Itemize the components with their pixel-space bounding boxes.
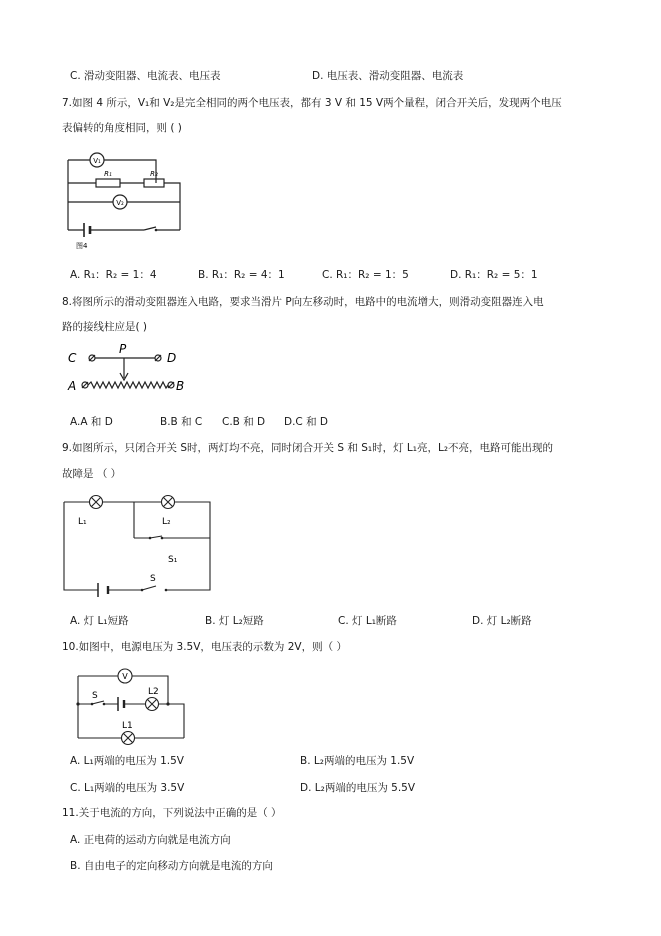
q7-stem-line2: 表偏转的角度相同，则 ( )	[62, 122, 182, 134]
q6-option-c: C. 滑动变阻器、电流表、电压表	[70, 70, 221, 82]
q7-fig-v1-label: V₁	[93, 157, 101, 165]
q9-stem-line2: 故障是 （ ）	[62, 468, 122, 480]
q8-rheostat-figure	[62, 344, 212, 400]
q10-option-d: D. L₂两端的电压为 5.5V	[300, 782, 416, 794]
q7-option-d: D. R₁：R₂ = 5：1	[450, 269, 538, 281]
q9-fig-l2-label: L₂	[162, 517, 171, 527]
q10-option-c: C. L₁两端的电压为 3.5V	[70, 782, 185, 794]
q9-fig-s-label: S	[150, 574, 156, 584]
q7-fig-v2-label: V₂	[116, 199, 124, 207]
q9-option-a: A. 灯 L₁短路	[70, 615, 129, 627]
q8-stem-line2: 路的接线柱应是( )	[62, 321, 148, 333]
q9-circuit-figure	[62, 490, 217, 600]
q7-option-c: C. R₁：R₂ = 1：5	[322, 269, 409, 281]
q8-fig-b-label: B	[176, 379, 185, 393]
q8-fig-p-label: P	[119, 342, 127, 356]
q9-option-d: D. 灯 L₂断路	[472, 615, 532, 627]
q8-option-c: C.B 和 D	[222, 416, 266, 428]
q7-fig-r2-label: R₂	[150, 170, 158, 178]
q7-fig-caption: 图4	[76, 242, 88, 250]
q8-fig-c-label: C	[68, 351, 77, 365]
q7-circuit-figure	[60, 150, 190, 255]
q8-option-a: A.A 和 D	[70, 416, 113, 428]
q8-fig-a-label: A	[68, 379, 77, 393]
q8-stem-line1: 8.将图所示的滑动变阻器连入电路，要求当滑片 P向左移动时，电路中的电流增大，则滑动变阻器连入电	[62, 296, 544, 308]
q8-fig-d-label: D	[167, 351, 177, 365]
q11-option-a: A. 正电荷的运动方向就是电流方向	[70, 834, 231, 846]
q9-option-b: B. 灯 L₂短路	[205, 615, 264, 627]
q9-fig-l1-label: L₁	[78, 517, 87, 527]
q10-option-b: B. L₂两端的电压为 1.5V	[300, 755, 415, 767]
q7-stem-line1: 7.如图 4 所示，V₁和 V₂是完全相同的两个电压表，都有 3 V 和 15 V两个量程，闭合开关后，发现两个电压	[62, 97, 562, 109]
q11-stem: 11.关于电流的方向，下列说法中正确的是（ ）	[62, 807, 282, 819]
q10-fig-l2-label: L2	[148, 687, 159, 697]
q9-stem-line1: 9.如图所示，只闭合开关 S时，两灯均不亮，同时闭合开关 S 和 S₁时，灯 L₁亮，L₂不亮，电路可能出现的	[62, 442, 554, 454]
q8-option-b: B.B 和 C	[160, 416, 203, 428]
q7-option-a: A. R₁：R₂ = 1：4	[70, 269, 157, 281]
q10-fig-l1-label: L1	[122, 721, 133, 731]
q9-option-c: C. 灯 L₁断路	[338, 615, 397, 627]
q9-fig-s1-label: S₁	[168, 555, 178, 565]
q10-fig-s-label: S	[92, 691, 98, 701]
q7-fig-r1-label: R₁	[104, 170, 112, 178]
q7-option-b: B. R₁：R₂ = 4：1	[198, 269, 285, 281]
q10-circuit-figure	[72, 664, 192, 746]
q11-option-b: B. 自由电子的定向移动方向就是电流的方向	[70, 860, 273, 872]
q10-fig-v-label: V	[122, 672, 128, 681]
q6-option-d: D. 电压表、滑动变阻器、电流表	[312, 70, 464, 82]
q8-option-d: D.C 和 D	[284, 416, 329, 428]
q10-stem: 10.如图中，电源电压为 3.5V，电压表的示数为 2V，则（ ）	[62, 641, 347, 653]
q10-option-a: A. L₁两端的电压为 1.5V	[70, 755, 184, 767]
